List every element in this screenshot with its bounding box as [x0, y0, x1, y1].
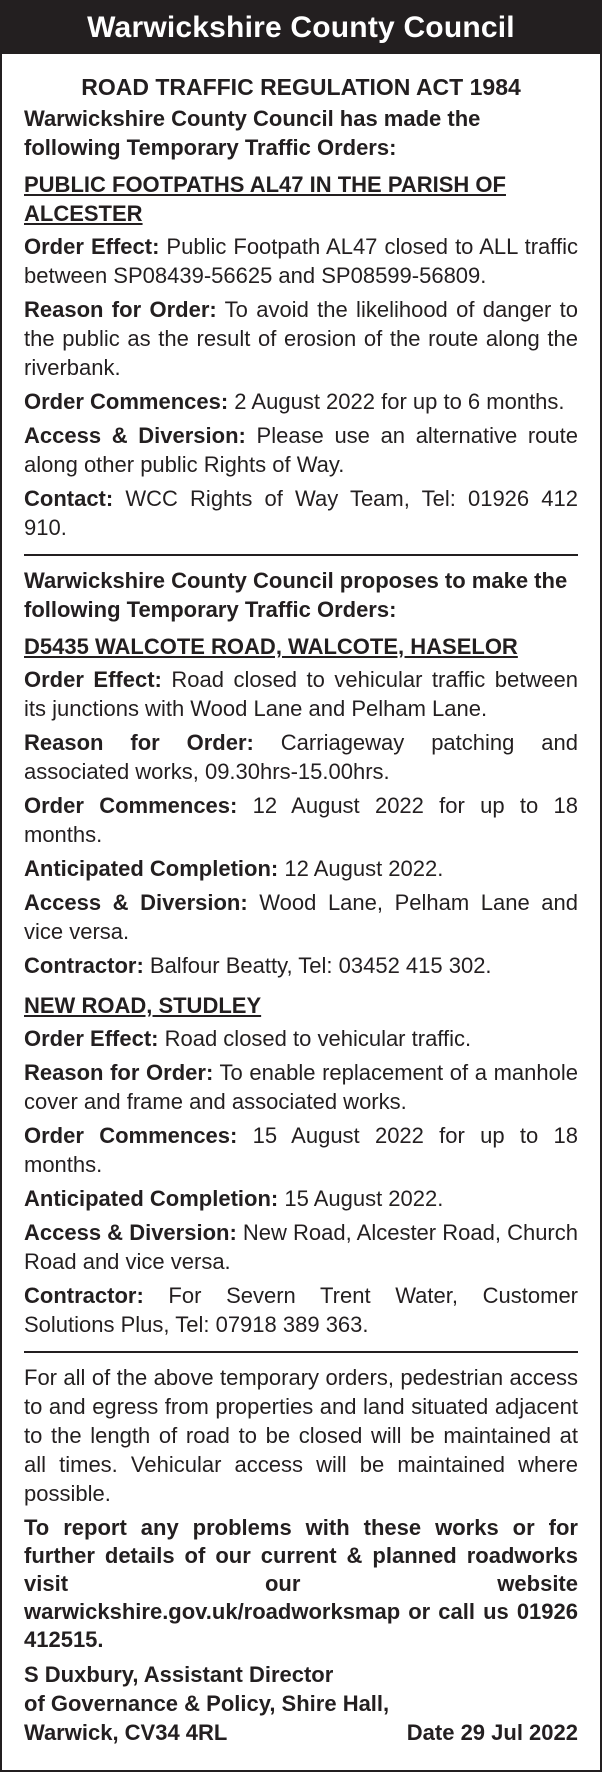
item-text: To avoid the likelihood of danger to the public as the result of erosion of the route along the riverbank. [24, 297, 578, 380]
item-text: To enable replacement of a manhole cover and frame and associated works. [24, 1060, 578, 1114]
item-text: Balfour Beatty, Tel: 03452 415 302. [143, 953, 492, 978]
signature-line: S Duxbury, Assistant Director [24, 1662, 334, 1687]
section1-intro: Warwickshire County Council has made the following Temporary Traffic Orders: [24, 106, 481, 160]
item-text: 12 August 2022. [278, 856, 444, 881]
item-label: Reason for Order: [24, 730, 254, 755]
item-label: Contact: [24, 486, 114, 511]
access-note: For all of the above temporary orders, pedestrian access to and egress from properties and land situated adjacent to the length of road to be closed will be maintained at all times. Vehicular access will be maintained where possible. [24, 1365, 578, 1506]
item-text: Road closed to vehicular traffic between its junctions with Wood Lane and Pelham Lane. [24, 667, 578, 721]
item-text: 12 August 2022 for up to 18 months. [24, 793, 578, 847]
item-label: Anticipated Completion: [24, 856, 279, 881]
item-text: Carriageway patching and associated works, 09.30hrs-15.00hrs. [24, 730, 578, 784]
council-title: Warwickshire County Council [87, 11, 515, 44]
signature-last-line [24, 1718, 578, 1747]
order-item [24, 1121, 578, 1179]
signature-line: of Governance & Policy, Shire Hall, [24, 1691, 390, 1716]
item-text: 15 August 2022. [278, 1186, 444, 1211]
act-heading: ROAD TRAFFIC REGULATION ACT 1984 [81, 74, 521, 100]
divider [24, 554, 578, 556]
report-note: To report any problems with these works or for further details of our current & planned roadworks visit our website warwickshire.gov.uk/roadworksmap or call us 01926 412515. [24, 1515, 578, 1652]
order-item [24, 421, 578, 479]
order-item [24, 387, 578, 416]
item-text: Please use an alternative route along other public Rights of Way. [24, 423, 579, 477]
item-label: Order Commences: [24, 793, 238, 818]
order-item [24, 854, 578, 883]
order-item [24, 484, 578, 542]
item-text: Wood Lane, Pelham Lane and vice versa. [24, 890, 578, 944]
order-item [24, 728, 578, 786]
order-item [24, 888, 578, 946]
item-text: WCC Rights of Way Team, Tel: 01926 412 910. [24, 486, 578, 540]
item-label: Access & Diversion: [24, 1220, 237, 1245]
order-item [24, 1024, 578, 1053]
order-item [24, 951, 578, 980]
order-title-walcote: D5435 WALCOTE ROAD, WALCOTE, HASELOR [24, 634, 518, 659]
order-item [24, 665, 578, 723]
item-label: Order Commences: [24, 389, 229, 414]
item-label: Contractor: [24, 1283, 144, 1308]
order-title-studley: NEW ROAD, STUDLEY [24, 993, 262, 1018]
item-text: 2 August 2022 for up to 6 months. [228, 389, 565, 414]
item-label: Order Effect: [24, 1026, 159, 1051]
divider [24, 1351, 578, 1353]
section1-title: PUBLIC FOOTPATHS AL47 IN THE PARISH OF ALCESTER [24, 172, 506, 226]
item-text: New Road, Alcester Road, Church Road and vice versa. [24, 1220, 578, 1274]
order-item [24, 1184, 578, 1213]
item-text: Road closed to vehicular traffic. [158, 1026, 472, 1051]
order-item [24, 1218, 578, 1276]
item-text: For Severn Trent Water, Customer Solutions Plus, Tel: 07918 389 363. [24, 1283, 578, 1337]
item-label: Order Effect: [24, 234, 160, 259]
item-label: Reason for Order: [24, 297, 217, 322]
order-item [24, 232, 578, 290]
order-item [24, 1058, 578, 1116]
notice-content [24, 54, 578, 1770]
item-label: Access & Diversion: [24, 890, 248, 915]
item-text: Public Footpath AL47 closed to ALL traffic between SP08439-56625 and SP08599-56809. [24, 234, 578, 288]
order-item [24, 1281, 578, 1339]
item-label: Order Commences: [24, 1123, 238, 1148]
header-bar [2, 2, 600, 54]
section2-intro: Warwickshire County Council proposes to make the following Temporary Traffic Orders: [24, 568, 568, 622]
order-item [24, 295, 578, 382]
item-label: Access & Diversion: [24, 423, 246, 448]
item-label: Anticipated Completion: [24, 1186, 279, 1211]
item-text: 15 August 2022 for up to 18 months. [24, 1123, 578, 1177]
signature-address: Warwick, CV34 4RL [24, 1720, 228, 1745]
order-item [24, 791, 578, 849]
item-label: Contractor: [24, 953, 144, 978]
item-label: Reason for Order: [24, 1060, 214, 1085]
item-label: Order Effect: [24, 667, 162, 692]
notice-date: Date 29 Jul 2022 [406, 1720, 578, 1745]
